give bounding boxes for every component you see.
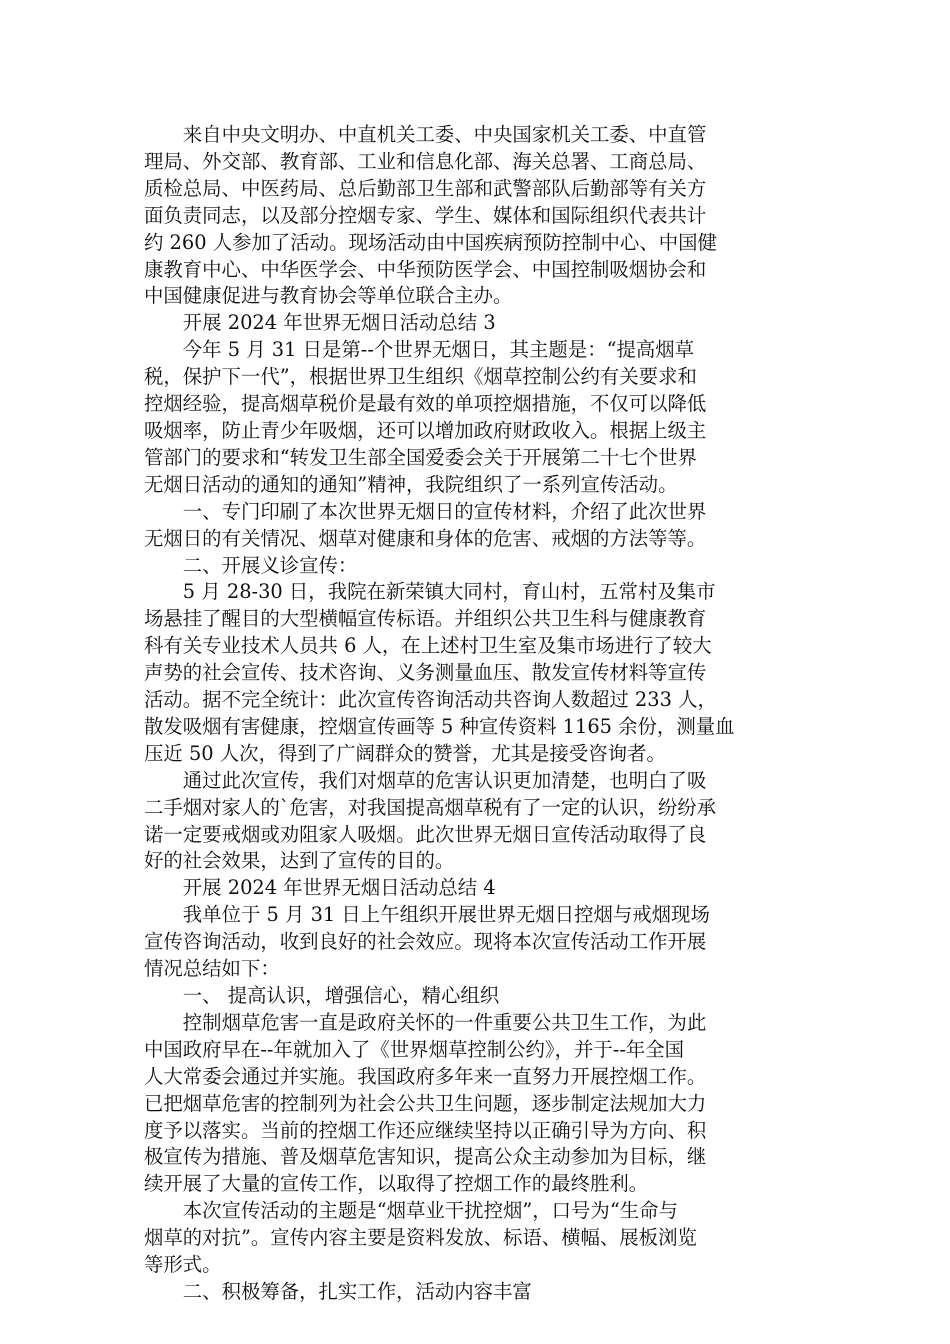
- text-line: 约 260 人参加了活动。现场活动由中国疾病预防控制中心、中国健: [144, 230, 717, 254]
- text-line: 来自中央文明办、中直机关工委、中央国家机关工委、中直管: [182, 123, 707, 146]
- text-line: 中国健康促进与教育协会等单位联合主办。: [144, 284, 513, 308]
- text-line: 度予以落实。当前的控烟工作还应继续坚持以正确引导为方向、积: [144, 1118, 707, 1142]
- text-line: 宣传咨询活动，收到良好的社会效应。现将本次宣传活动工作开展: [144, 930, 707, 954]
- section-heading: [144, 1279, 811, 1306]
- text-line: 通过此次宣传，我们对烟草的危害认识更加清楚，也明白了吸: [182, 768, 707, 792]
- text-line: 二、开展义诊宣传：: [182, 553, 358, 577]
- text-line: 人大常委会通过并实施。我国政府多年来一直努力开展控烟工作。: [144, 1064, 707, 1088]
- paragraph: [144, 337, 811, 498]
- text-line: 控制烟草危害一直是政府关怀的一件重要公共卫生工作，为此: [182, 1010, 707, 1034]
- text-line: 烟草的对抗”。宣传内容主要是资料发放、标语、横幅、展板浏览: [144, 1226, 697, 1250]
- paragraph: [144, 902, 811, 983]
- text-line: 续开展了大量的宣传工作，以取得了控烟工作的最终胜利。: [144, 1172, 649, 1196]
- text-line: 活动。据不完全统计：此次宣传咨询活动共咨询人数超过 233 人，: [144, 688, 717, 712]
- paragraph: [144, 579, 811, 767]
- text-line: 控烟经验，提高烟草税价是最有效的单项控烟措施，不仅可以降低: [144, 392, 707, 416]
- text-line: 本次宣传活动的主题是“烟草业干扰控烟”，口号为“生命与: [182, 1199, 678, 1223]
- text-line: 二、积极筹备，扎实工作，活动内容丰富: [182, 1279, 532, 1303]
- text-line: 面负责同志，以及部分控烟专家、学生、媒体和国际组织代表共计: [144, 203, 707, 227]
- text-line: 无烟日活动的通知的通知”精神，我院组织了一系列宣传活动。: [144, 472, 678, 496]
- text-line: 好的社会效果，达到了宣传的目的。: [144, 849, 455, 873]
- paragraph: [144, 1198, 811, 1279]
- text-line: 一、 提高认识，增强信心，精心组织: [182, 984, 500, 1007]
- paragraph: [144, 983, 811, 1010]
- text-line: 康教育中心、中华医学会、中华预防医学会、中国控制吸烟协会和: [144, 257, 707, 281]
- text-line: 开展 2024 年世界无烟日活动总结 3: [182, 311, 496, 335]
- paragraph: [144, 499, 811, 553]
- text-line: 今年 5 月 31 日是第--个世界无烟日，其主题是：“提高烟草: [182, 338, 695, 362]
- section-heading: [144, 875, 811, 902]
- text-line: 等形式。: [144, 1253, 222, 1277]
- text-line: 中国政府早在--年就加入了《世界烟草控制公约》，并于--年全国: [144, 1037, 685, 1061]
- paragraph: [144, 1010, 811, 1198]
- text-line: 声势的社会宣传、技术咨询、义务测量血压、散发宣传材料等宣传: [144, 661, 707, 685]
- text-line: 我单位于 5 月 31 日上午组织开展世界无烟日控烟与戒烟现场: [182, 903, 710, 927]
- text-line: 科有关专业技术人员共 6 人，在上述村卫生室及集市场进行了较大: [144, 634, 712, 658]
- text-line: 无烟日的有关情况、烟草对健康和身体的危害、戒烟的方法等等。: [144, 526, 707, 550]
- text-line: 已把烟草危害的控制列为社会公共卫生问题，逐步制定法规加大力: [144, 1091, 707, 1115]
- text-line: 5 月 28-30 日，我院在新荣镇大同村，育山村，五常村及集市: [182, 580, 716, 604]
- text-line: 场悬挂了醒目的大型横幅宣传标语。并组织公共卫生科与健康教育: [144, 607, 707, 631]
- document-page: [144, 122, 811, 1306]
- text-line: 压近 50 人次，得到了广阔群众的赞誉，尤其是接受咨询者。: [144, 741, 666, 765]
- paragraph: [144, 122, 811, 310]
- text-line: 吸烟率，防止青少年吸烟，还可以增加政府财政收入。根据上级主: [144, 418, 707, 442]
- text-line: 二手烟对家人的`危害，对我国提高烟草税有了一定的认识，纷纷承: [144, 795, 717, 819]
- text-line: 开展 2024 年世界无烟日活动总结 4: [182, 876, 496, 900]
- text-line: 散发吸烟有害健康，控烟宣传画等 5 种宣传资料 1165 余份，测量血: [144, 714, 735, 738]
- paragraph: [144, 768, 811, 876]
- text-line: 情况总结如下：: [144, 957, 280, 981]
- text-line: 税，保护下一代”，根据世界卫生组织《烟草控制公约有关要求和: [144, 365, 697, 389]
- text-line: 管部门的要求和“转发卫生部全国爱委会关于开展第二十七个世界: [144, 445, 697, 469]
- text-line: 一、专门印刷了本次世界无烟日的宣传材料，介绍了此次世界: [182, 499, 707, 523]
- text-line: 质检总局、中医药局、总后勤部卫生部和武警部队后勤部等有关方: [144, 176, 707, 200]
- section-heading: [144, 310, 811, 337]
- paragraph: [144, 553, 811, 580]
- text-line: 诺一定要戒烟或劝阻家人吸烟。此次世界无烟日宣传活动取得了良: [144, 822, 707, 846]
- text-line: 理局、外交部、教育部、工业和信息化部、海关总署、工商总局、: [144, 149, 707, 173]
- text-line: 极宣传为措施、普及烟草危害知识，提高公众主动参加为目标，继: [144, 1145, 707, 1169]
